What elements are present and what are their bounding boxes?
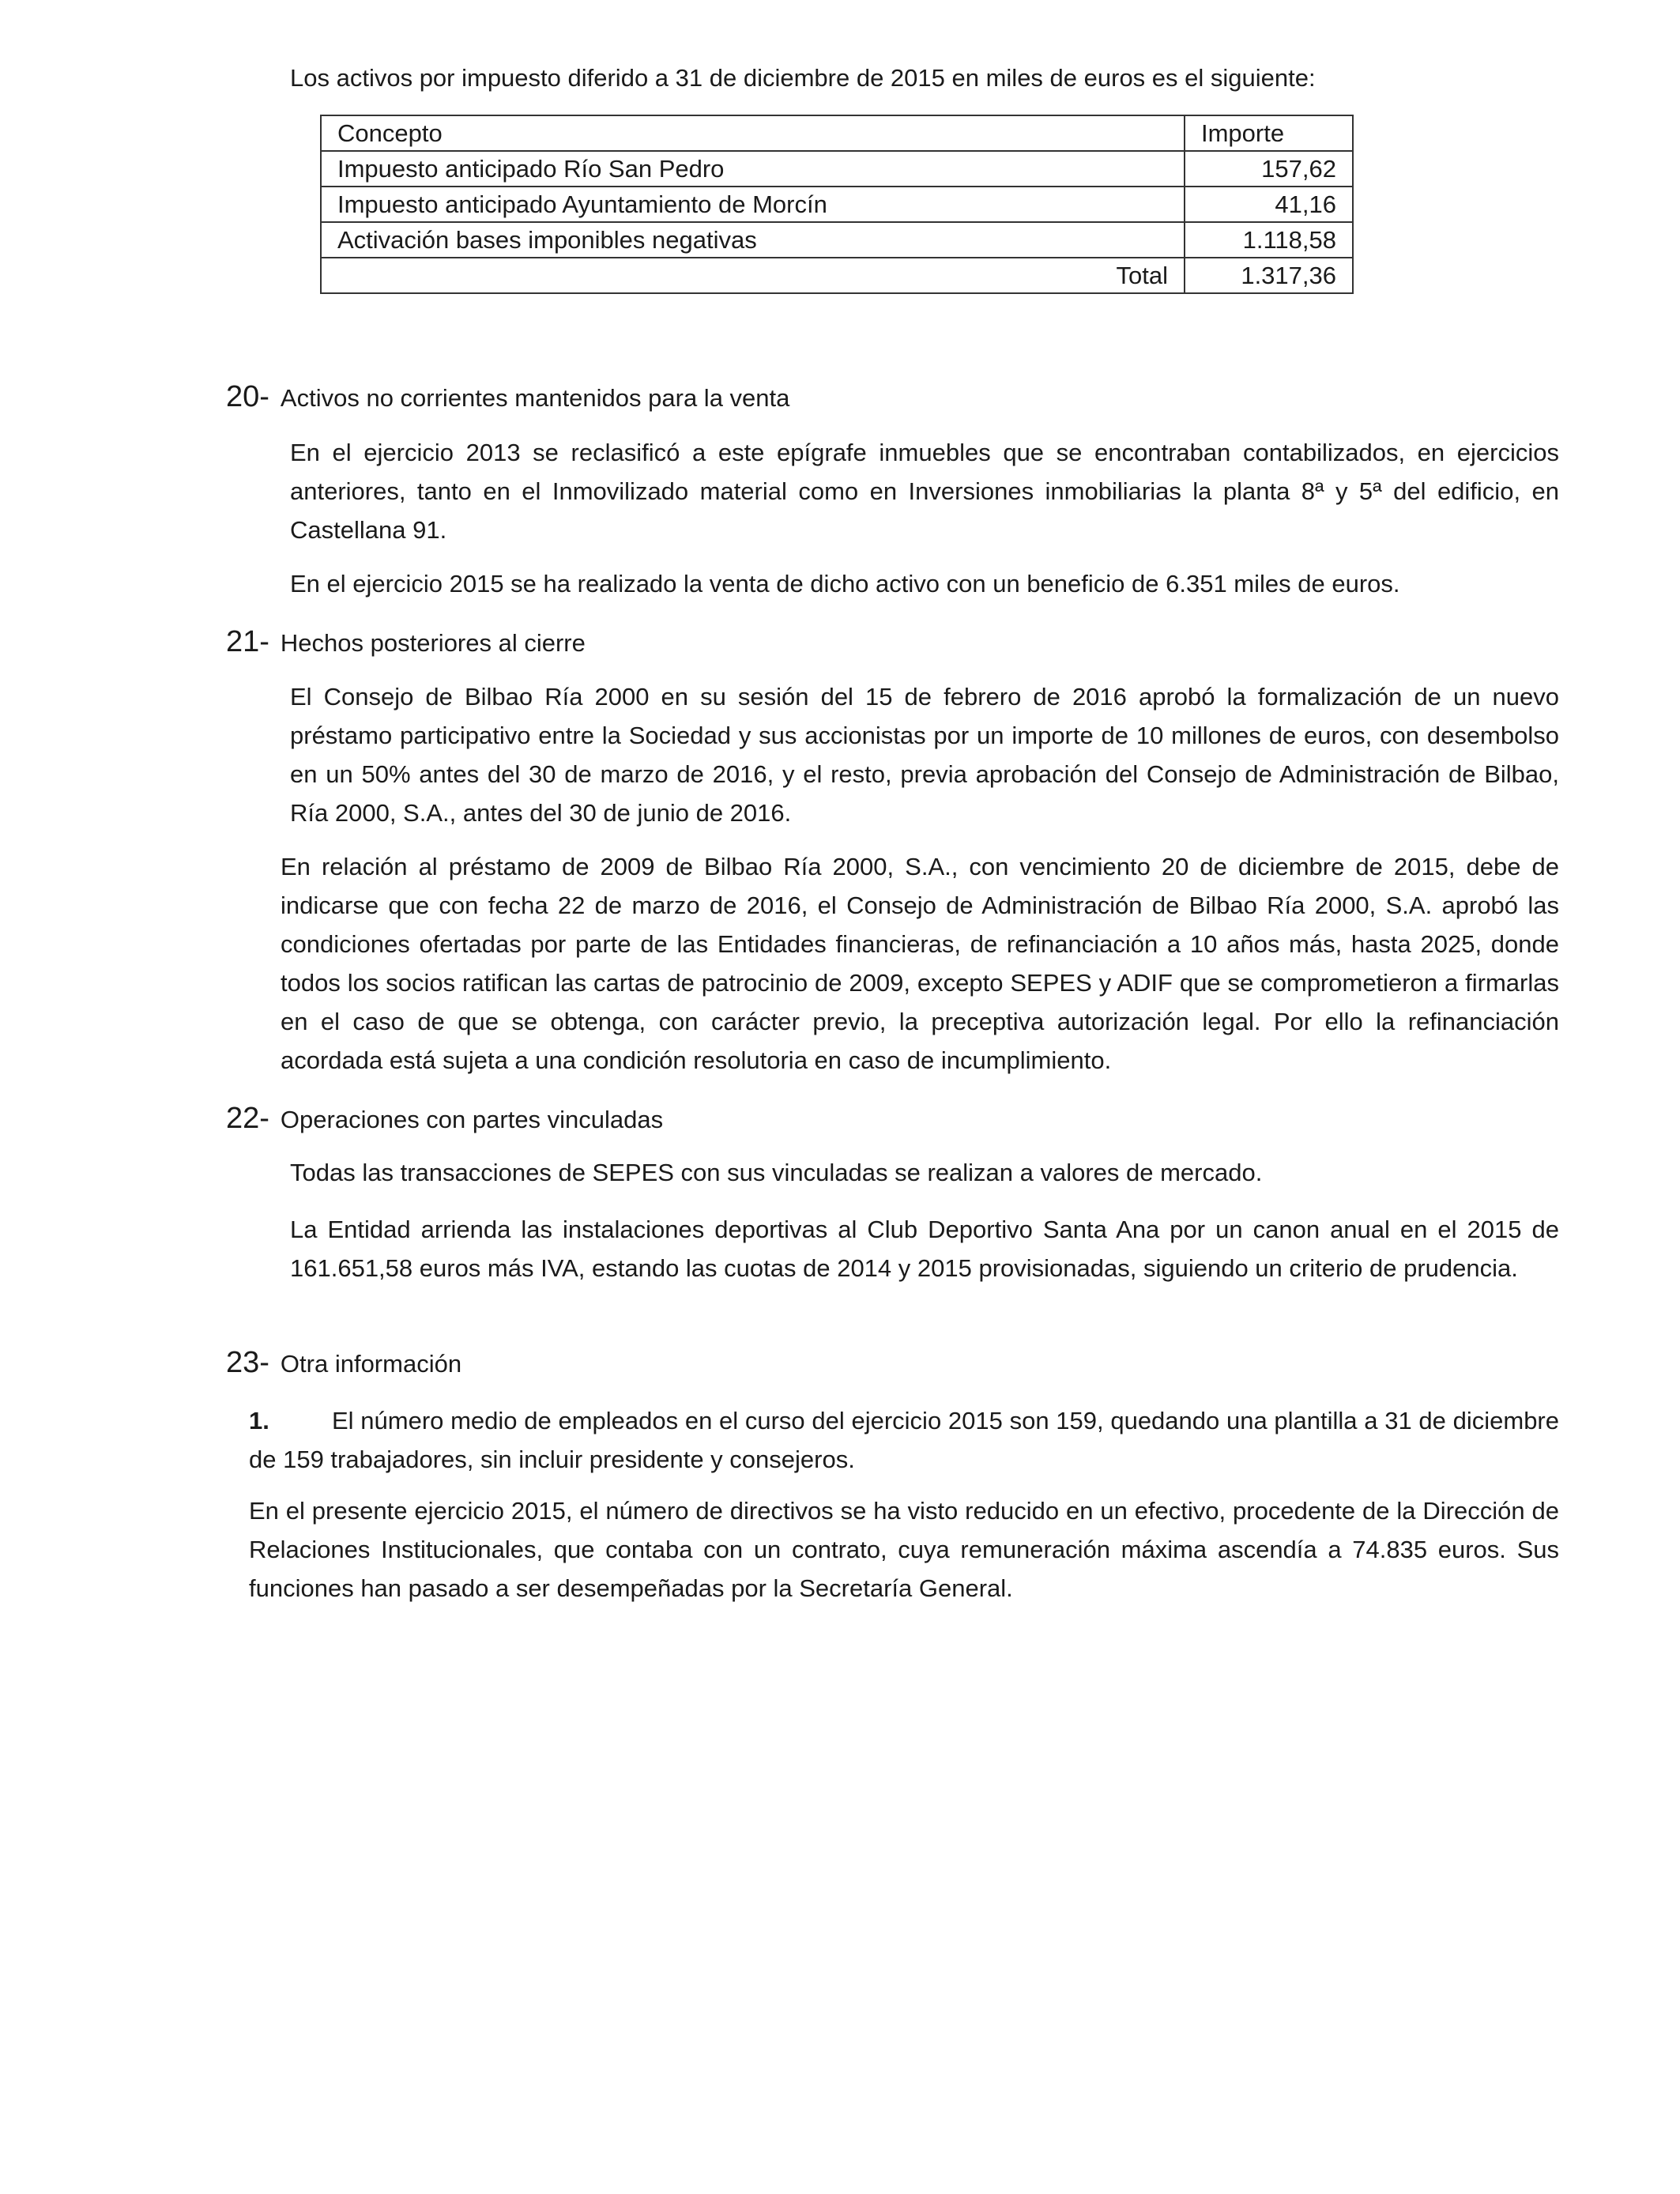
row-amount: 41,16 <box>1185 187 1353 222</box>
intro-text: Los activos por impuesto diferido a 31 de diciembre de 2015 en miles de euros es el siguiente: <box>290 64 1316 92</box>
total-label: Total <box>321 258 1185 293</box>
table-row <box>321 151 1353 187</box>
section-title: Operaciones con partes vinculadas <box>280 1106 664 1133</box>
total-amount: 1.317,36 <box>1185 258 1353 293</box>
section-22-paragraph-2: La Entidad arrienda las instalaciones deportivas al Club Deportivo Santa Ana por un canon anual en el 2015 de 161.651,58 euros más IVA, estando las cuotas de 2014 y 2015 provisionadas, siguiendo un criterio de prudencia. <box>290 1216 1559 1282</box>
header-concepto: Concepto <box>321 115 1185 151</box>
section-number: 20- <box>226 380 269 413</box>
section-number: 23- <box>226 1346 269 1379</box>
section-23-item-1 <box>249 1401 1559 1479</box>
section-title: Hechos posteriores al cierre <box>280 629 586 657</box>
section-22-heading <box>226 1099 663 1139</box>
section-23-heading <box>226 1344 461 1383</box>
deferred-tax-table <box>320 115 1354 294</box>
row-amount: 1.118,58 <box>1185 222 1353 258</box>
section-23-paragraph-2: En el presente ejercicio 2015, el número de directivos se ha visto reducido en un efectivo, procedente de la Dirección de Relaciones Institucionales, que contaba con un contrato, cuya remuneración máxima ascendía a 74.835 euros. Sus funciones han pasado a ser desempeñadas por la Secretaría General. <box>249 1497 1559 1602</box>
section-20-paragraph-1: En el ejercicio 2013 se reclasificó a este epígrafe inmuebles que se encontraban contabilizados, en ejercicios anteriores, tanto en el Inmovilizado material como en Inversiones inmobiliarias la planta 8ª y 5ª del edificio, en Castellana 91. <box>290 439 1559 544</box>
section-number: 22- <box>226 1102 269 1135</box>
table-header-row <box>321 115 1353 151</box>
row-concept: Activación bases imponibles negativas <box>321 222 1185 258</box>
item-number: 1. <box>249 1407 269 1434</box>
item-text: El número medio de empleados en el curso del ejercicio 2015 son 159, quedando una plantilla a 31 de diciembre de 159 trabajadores, sin incluir presidente y consejeros. <box>249 1407 1559 1473</box>
row-concept: Impuesto anticipado Ayuntamiento de Morcín <box>321 187 1185 222</box>
section-21-paragraph-1: El Consejo de Bilbao Ría 2000 en su sesión del 15 de febrero de 2016 aprobó la formalización de un nuevo préstamo participativo entre la Sociedad y sus accionistas por un importe de 10 millones de euros, con desembolso en un 50% antes del 30 de marzo de 2016, y el resto, previa aprobación del Consejo de Administración de Bilbao, Ría 2000, S.A., antes del 30 de junio de 2016. <box>290 683 1559 827</box>
section-title: Activos no corrientes mantenidos para la venta <box>280 384 790 412</box>
row-concept: Impuesto anticipado Río San Pedro <box>321 151 1185 187</box>
section-number: 21- <box>226 625 269 658</box>
table-total-row <box>321 258 1353 293</box>
row-amount: 157,62 <box>1185 151 1353 187</box>
section-21-heading <box>226 623 586 662</box>
section-title: Otra información <box>280 1350 462 1378</box>
header-importe: Importe <box>1185 115 1353 151</box>
table-row <box>321 187 1353 222</box>
section-20-heading <box>226 378 789 417</box>
section-20-paragraph-2: En el ejercicio 2015 se ha realizado la venta de dicho activo con un beneficio de 6.351 miles de euros. <box>290 570 1400 598</box>
section-21-paragraph-2: En relación al préstamo de 2009 de Bilbao Ría 2000, S.A., con vencimiento 20 de diciembre de 2015, debe de indicarse que con fecha 22 de marzo de 2016, el Consejo de Administración de Bilbao Ría 2000, S.A. aprobó las condiciones ofertadas por parte de las Entidades financieras, de refinanciación a 10 años más, hasta 2025, donde todos los socios ratifican las cartas de patrocinio de 2009, excepto SEPES y ADIF que se comprometieron a firmarlas en el caso de que se obtenga, con carácter previo, la preceptiva autorización legal. Por ello la refinanciación acordada está sujeta a una condición resolutoria en caso de incumplimiento. <box>281 853 1559 1074</box>
table-row <box>321 222 1353 258</box>
section-22-paragraph-1: Todas las transacciones de SEPES con sus vinculadas se realizan a valores de mercado. <box>290 1159 1263 1186</box>
